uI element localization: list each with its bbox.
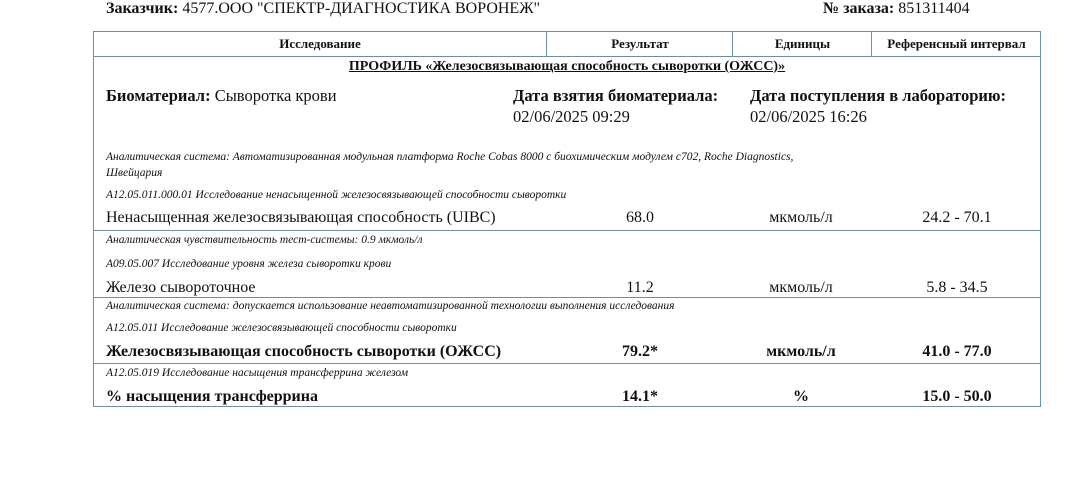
test-result: 11.2 <box>626 279 654 296</box>
customer-value: 4577.ООО "СПЕКТР-ДИАГНОСТИКА ВОРОНЕЖ" <box>182 0 541 17</box>
biomaterial-line <box>106 86 337 106</box>
order-value: 851311404 <box>898 0 970 17</box>
received-date-value: 02/06/2025 16:26 <box>750 107 867 126</box>
row-divider <box>93 230 1041 231</box>
row-divider <box>93 363 1041 364</box>
row-divider <box>93 297 1041 298</box>
column-divider <box>732 31 733 57</box>
test-code: A12.05.019 Исследование насыщения трансферрина железом <box>106 367 409 379</box>
column-header-result: Результат <box>547 31 733 57</box>
test-note: Аналитическая система: допускается использование неавтоматизированной технологии выполнения исследования <box>106 300 675 312</box>
test-reference: 24.2 - 70.1 <box>922 209 992 226</box>
analytic-system-line1: Аналитическая система: Автоматизированная модульная платформа Roche Cobas 8000 с биохимическим модулем c702, Roche Diagnostics, <box>106 151 794 163</box>
test-code: A09.05.007 Исследование уровня железа сыворотки крови <box>106 258 392 270</box>
test-reference: 5.8 - 34.5 <box>926 279 988 296</box>
test-name: Ненасыщенная железосвязывающая способность (UIBC) <box>106 209 496 226</box>
test-units: мкмоль/л <box>769 209 833 226</box>
customer-line <box>106 0 540 18</box>
test-reference: 15.0 - 50.0 <box>922 388 992 405</box>
test-code: A12.05.011.000.01 Исследование ненасыщенной железосвязывающей способности сыворотки <box>106 189 567 201</box>
test-reference: 41.0 - 77.0 <box>922 343 992 360</box>
column-header-units: Единицы <box>733 31 872 57</box>
biomaterial-label: Биоматериал: <box>106 86 211 105</box>
biomaterial-value: Сыворотка крови <box>214 86 337 105</box>
test-result: 14.1* <box>622 388 658 405</box>
customer-label: Заказчик: <box>106 0 179 17</box>
order-line <box>823 0 970 18</box>
received-date-label: Дата поступления в лабораторию: <box>750 86 1006 105</box>
taken-date-value: 02/06/2025 09:29 <box>513 107 630 126</box>
test-name: Железо сывороточное <box>106 279 256 296</box>
test-result: 68.0 <box>626 209 654 226</box>
test-units: % <box>793 388 809 405</box>
test-units: мкмоль/л <box>766 343 836 360</box>
analytic-system-line2: Швейцария <box>106 167 163 179</box>
column-divider <box>871 31 872 57</box>
test-note: Аналитическая чувствительность тест-системы: 0.9 мкмоль/л <box>106 234 423 246</box>
test-code: A12.05.011 Исследование железосвязывающей способности сыворотки <box>106 322 457 334</box>
test-name: % насыщения трансферрина <box>106 388 318 405</box>
column-header-reference: Референсный интервал <box>872 31 1041 57</box>
test-units: мкмоль/л <box>769 279 833 296</box>
column-header-study: Исследование <box>93 31 547 57</box>
order-label: № заказа: <box>823 0 895 17</box>
test-result: 79.2* <box>622 343 658 360</box>
taken-date-label: Дата взятия биоматериала: <box>513 86 719 105</box>
profile-title: ПРОФИЛЬ «Железосвязывающая способность сыворотки (ОЖСС)» <box>348 59 786 74</box>
test-name: Железосвязывающая способность сыворотки (ОЖСС) <box>106 343 502 360</box>
column-divider <box>546 31 547 57</box>
